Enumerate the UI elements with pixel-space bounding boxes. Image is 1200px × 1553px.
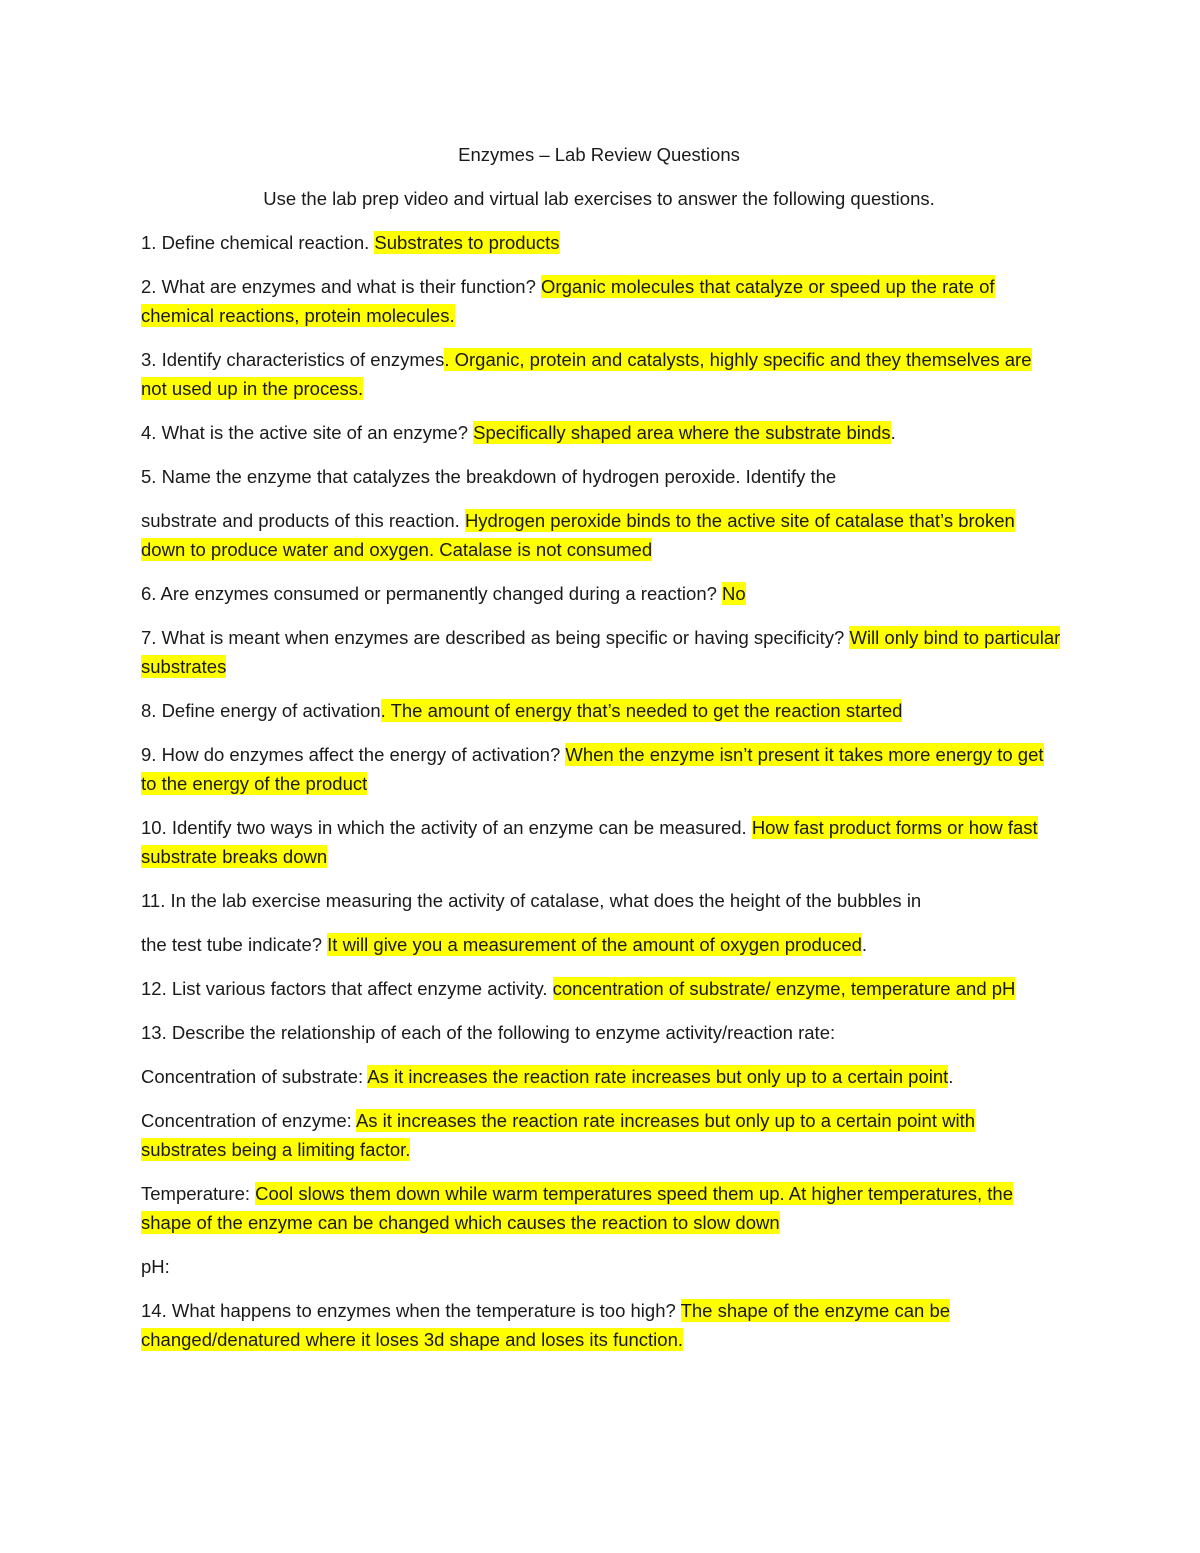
question-text: 14. What happens to enzymes when the temperature is too high? [141, 1300, 681, 1321]
question-text: pH: [141, 1256, 170, 1277]
question-12 [141, 974, 1061, 1003]
question-text: 4. What is the active site of an enzyme? [141, 422, 474, 443]
question-4 [141, 418, 1061, 447]
question-11 [141, 886, 1061, 915]
question-13-enzyme [141, 1106, 1061, 1164]
answer-highlight: No [722, 583, 746, 604]
question-text: 5. Name the enzyme that catalyzes the breakdown of hydrogen peroxide. Identify the [141, 466, 837, 487]
answer-highlight: Cool slows them down while warm temperatures speed them up. At higher temperatures, the shape of the enzyme can be changed which causes the reaction to slow down [141, 1183, 1013, 1233]
question-text: the test tube indicate? [141, 934, 328, 955]
question-text: Temperature: [141, 1183, 256, 1204]
document-body [141, 140, 1061, 1369]
question-text: 10. Identify two ways in which the activity of an enzyme can be measured. [141, 817, 752, 838]
question-text: 2. What are enzymes and what is their function? [141, 276, 542, 297]
question-14 [141, 1296, 1061, 1354]
answer-trailing: . [861, 934, 868, 955]
answer-trailing: . [948, 1066, 954, 1087]
question-5 [141, 462, 1061, 491]
question-3 [141, 345, 1061, 403]
answer-highlight: It will give you a measurement of the amount of oxygen produced [327, 934, 862, 955]
document-intro: Use the lab prep video and virtual lab exercises to answer the following questions. [263, 188, 935, 209]
question-text: 7. What is meant when enzymes are described as being specific or having specificity? [141, 627, 850, 648]
question-text: 13. Describe the relationship of each of the following to enzyme activity/reaction rate: [141, 1022, 836, 1043]
answer-highlight: Organic molecules that catalyze or speed up the rate of chemical reactions, protein molecules. [141, 276, 995, 326]
answer-highlight: Will only bind to particular substrates [141, 627, 1061, 677]
question-9 [141, 740, 1061, 798]
question-7 [141, 623, 1061, 681]
question-text: 6. Are enzymes consumed or permanently changed during a reaction? [141, 583, 723, 604]
answer-highlight: Substrates to products [374, 232, 560, 253]
answer-highlight: When the enzyme isn’t present it takes more energy to get to the energy of the product [141, 744, 1044, 794]
question-text: Concentration of enzyme: [141, 1110, 356, 1131]
question-11-continued [141, 930, 1061, 959]
answer-highlight: How fast product forms or how fast substrate breaks down [141, 817, 1038, 867]
answer-trailing: . [890, 422, 896, 443]
question-text: substrate and products of this reaction. [141, 510, 465, 531]
question-13-temperature [141, 1179, 1061, 1237]
answer-highlight: . Organic, protein and catalysts, highly specific and they themselves are not used up in the process. [141, 349, 1032, 399]
answer-highlight: concentration of substrate/ enzyme, temperature and pH [552, 978, 1016, 999]
answer-highlight: As it increases the reaction rate increases but only up to a certain point [367, 1066, 949, 1087]
question-text: 3. Identify characteristics of enzymes [141, 349, 445, 370]
question-text: 1. Define chemical reaction. [141, 232, 375, 253]
answer-highlight: The shape of the enzyme can be changed/denatured where it loses 3d shape and loses its function. [141, 1300, 951, 1350]
question-2 [141, 272, 1061, 330]
answer-highlight: Hydrogen peroxide binds to the active site of catalase that’s broken down to produce water and oxygen. Catalase is not consumed [141, 510, 1015, 560]
question-text: 9. How do enzymes affect the energy of activation? [141, 744, 566, 765]
question-6 [141, 579, 1061, 608]
question-5-continued [141, 506, 1061, 564]
question-1 [141, 228, 1061, 257]
question-text: 12. List various factors that affect enzyme activity. [141, 978, 553, 999]
question-8 [141, 696, 1061, 725]
question-13-ph [141, 1252, 1061, 1281]
answer-highlight: As it increases the reaction rate increases but only up to a certain point with substrates being a limiting factor. [141, 1110, 975, 1160]
question-text: 11. In the lab exercise measuring the activity of catalase, what does the height of the bubbles in [141, 890, 922, 911]
document-title: Enzymes – Lab Review Questions [458, 144, 740, 165]
answer-highlight: Specifically shaped area where the substrate binds [473, 422, 891, 443]
answer-highlight: . The amount of energy that’s needed to get the reaction started [380, 700, 903, 721]
question-text: 8. Define energy of activation [141, 700, 381, 721]
question-13-substrate [141, 1062, 1061, 1091]
question-10 [141, 813, 1061, 871]
question-text: Concentration of substrate: [141, 1066, 368, 1087]
question-13 [141, 1018, 1061, 1047]
